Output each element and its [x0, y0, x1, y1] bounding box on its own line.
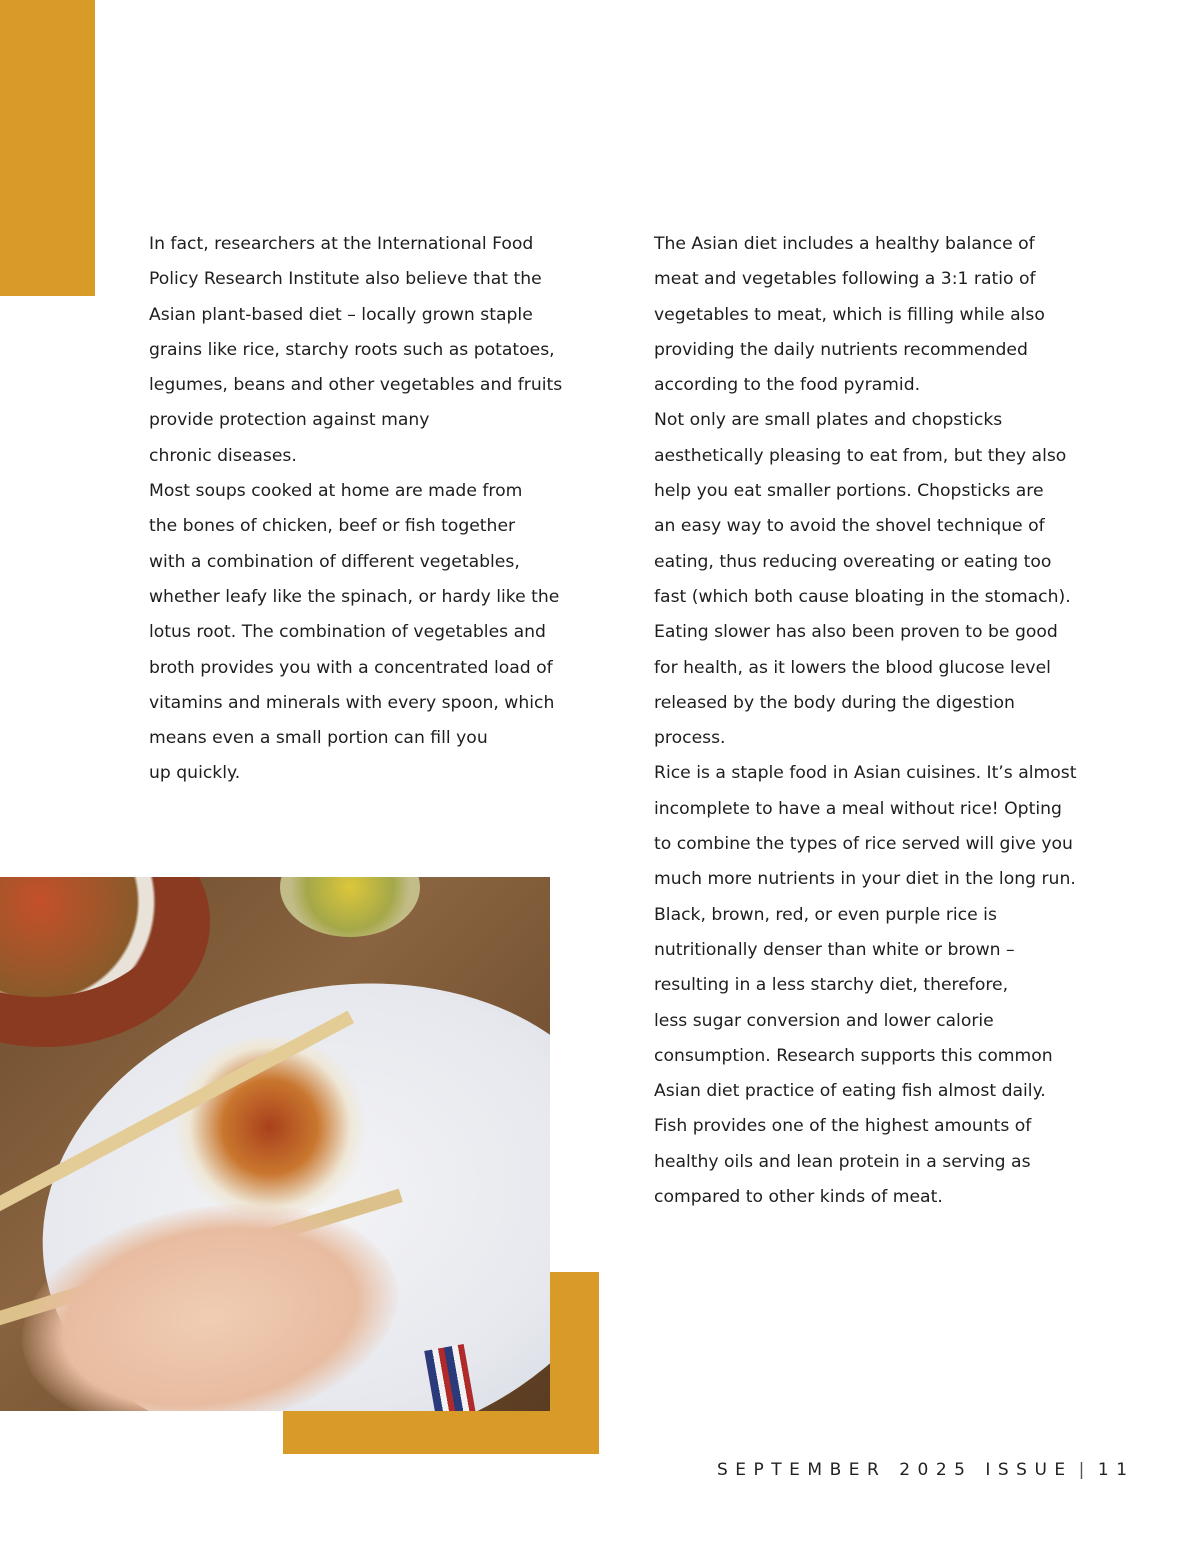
text-line: less sugar conversion and lower calorie	[654, 1010, 994, 1031]
text-line: aesthetically pleasing to eat from, but they also	[654, 445, 1067, 466]
text-line: healthy oils and lean protein in a serving as	[654, 1151, 1031, 1172]
text-line: the bones of chicken, beef or fish together	[149, 516, 516, 537]
text-line: according to the food pyramid.	[654, 375, 921, 396]
text-line: Black, brown, red, or even purple rice is	[654, 904, 997, 925]
text-line: eating, thus reducing overeating or eating too	[654, 551, 1052, 572]
text-line: Rice is a staple food in Asian cuisines. It’s almost	[654, 763, 1077, 784]
left-column-text	[149, 227, 562, 792]
text-line: provide protection against many	[149, 410, 430, 431]
text-line: Most soups cooked at home are made from	[149, 481, 523, 502]
text-line: Asian plant-based diet – locally grown staple	[149, 304, 533, 325]
text-line: up quickly.	[149, 763, 241, 784]
text-line: The Asian diet includes a healthy balance of	[654, 234, 1035, 254]
page-footer	[717, 1460, 1135, 1480]
text-line: chronic diseases.	[149, 445, 297, 466]
right-column-text	[654, 227, 1076, 1215]
text-line: resulting in a less starchy diet, therefore,	[654, 975, 1009, 996]
text-line: to combine the types of rice served will give you	[654, 834, 1073, 855]
accent-block-top	[0, 0, 95, 296]
text-line: vegetables to meat, which is filling while also	[654, 304, 1045, 325]
text-line: consumption. Research supports this common	[654, 1045, 1053, 1066]
text-line: legumes, beans and other vegetables and fruits	[149, 375, 563, 396]
footer-separator: |	[1078, 1460, 1092, 1480]
text-line: vitamins and minerals with every spoon, which	[149, 692, 555, 713]
page-number: 11	[1097, 1460, 1135, 1480]
text-line: for health, as it lowers the blood glucose level	[654, 657, 1051, 678]
text-line: nutritionally denser than white or brown –	[654, 939, 1015, 960]
text-line: with a combination of different vegetables,	[149, 551, 520, 572]
text-line: help you eat smaller portions. Chopsticks are	[654, 481, 1044, 502]
text-line: fast (which both cause bloating in the stomach).	[654, 586, 1071, 607]
text-line: Eating slower has also been proven to be good	[654, 622, 1058, 643]
text-line: incomplete to have a meal without rice! Opting	[654, 798, 1062, 819]
text-line: In fact, researchers at the International Food	[149, 234, 534, 254]
text-line: Asian diet practice of eating fish almost daily.	[654, 1081, 1046, 1102]
text-line: process.	[654, 728, 726, 749]
text-line: providing the daily nutrients recommended	[654, 339, 1028, 360]
text-line: lotus root. The combination of vegetables and	[149, 622, 546, 643]
issue-label: SEPTEMBER 2025 ISSUE	[717, 1460, 1073, 1480]
food-photo-chopsticks	[0, 877, 550, 1411]
text-line: Policy Research Institute also believe that the	[149, 269, 542, 290]
text-line: whether leafy like the spinach, or hardy like the	[149, 586, 560, 607]
text-line: broth provides you with a concentrated load of	[149, 657, 553, 678]
text-line: an easy way to avoid the shovel technique of	[654, 516, 1045, 537]
text-line: Not only are small plates and chopsticks	[654, 410, 1003, 431]
text-line: meat and vegetables following a 3:1 ratio of	[654, 269, 1036, 290]
text-line: released by the body during the digestion	[654, 692, 1015, 713]
text-line: compared to other kinds of meat.	[654, 1187, 943, 1208]
text-line: much more nutrients in your diet in the long run.	[654, 869, 1076, 890]
text-line: Fish provides one of the highest amounts of	[654, 1116, 1032, 1137]
text-line: means even a small portion can fill you	[149, 728, 488, 749]
text-line: grains like rice, starchy roots such as potatoes,	[149, 339, 555, 360]
